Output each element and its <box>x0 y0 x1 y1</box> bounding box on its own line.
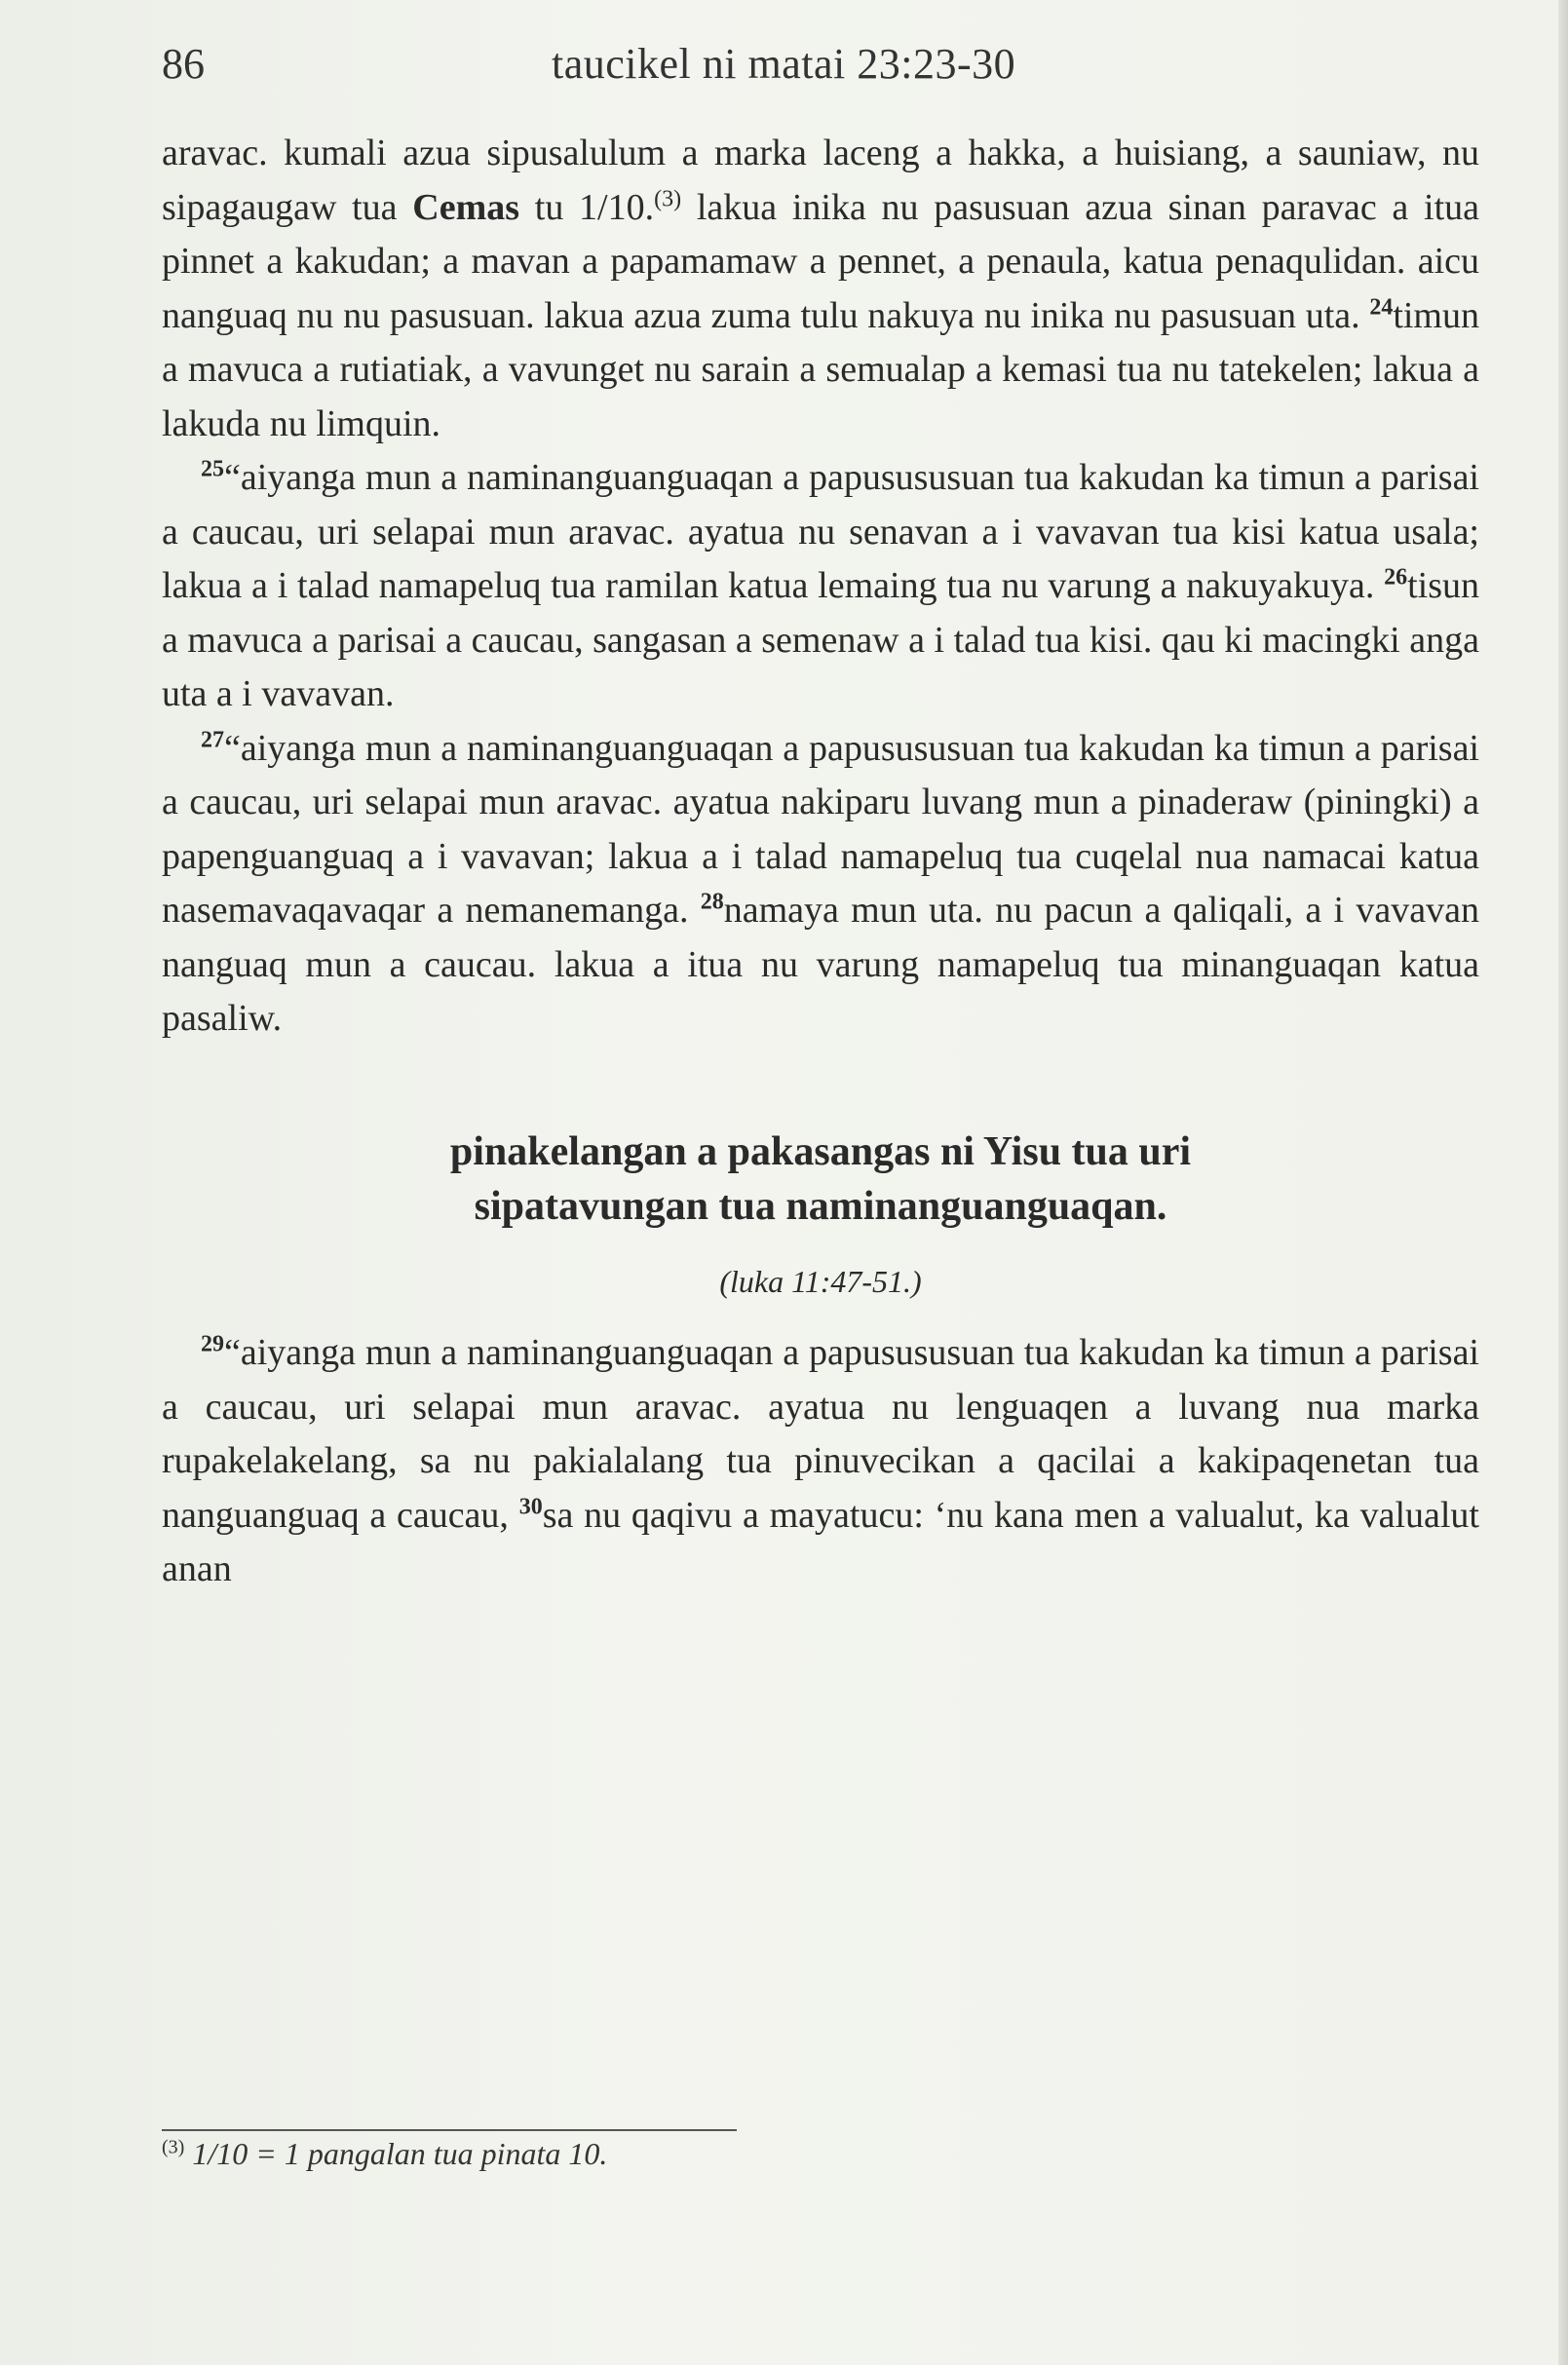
paragraphs-before-section <box>162 127 1479 1047</box>
verse-number: 26 <box>1384 564 1408 591</box>
verse-number: 28 <box>700 889 724 915</box>
text-run: lakua inika nu pasusuan azua sinan paravac a itua pinnet a kakudan; a mavan a papamamaw a pennet, a penaula, katua penaqulidan. aicu nanguaq nu nu pasusuan. lakua azua zuma tulu nakuya nu inika nu pasusuan uta. <box>162 186 1479 336</box>
text-run: “aiyanga mun a naminanguanguaqan a papusususuan tua kakudan ka timun a parisai a caucau, uri selapai mun aravac. ayatua nu senavan a i vavavan tua kisi katua usala; lakua a i talad namapeluq tua ramilan katua lemaing tua nu varung a nakuyakuya. <box>162 457 1479 606</box>
text-run: tisun a mavuca a parisai a caucau, sangasan a semenaw a i talad tua kisi. qau ki macingki anga uta a i vavavan. <box>162 565 1479 714</box>
footnote-text: 1/10 = 1 pangalan tua pinata 10. <box>192 2136 608 2171</box>
paragraph <box>162 127 1479 451</box>
section-title-line-2: sipatavungan tua naminanguanguaqan. <box>474 1183 1167 1229</box>
text-run: aravac. kumali azua sipusalulum a marka laceng a hakka, a huisiang, a sauniaw, nu sipagaugaw tua <box>162 133 1479 228</box>
running-title: taucikel ni matai 23:23-30 <box>552 40 1016 88</box>
verse-number: 25 <box>201 456 224 482</box>
bold-term: Cemas <box>412 186 520 228</box>
verse-number: 30 <box>518 1493 543 1519</box>
text-run: timun a mavuca a rutiatiak, a vavunget nu sarain a semualap a kemasi tua nu tatekelen; lakua a lakuda nu limquin. <box>162 294 1479 444</box>
page-header <box>162 39 1526 97</box>
paragraph <box>162 722 1479 1047</box>
text-run: “aiyanga mun a naminanguanguaqan a papusususuan tua kakudan ka timun a parisai a caucau, uri selapai mun aravac. ayatua nakiparu luvang mun a pinaderaw (piningki) a papenguanguaq a i vavavan; lakua a i talad namapeluq tua cuqelal nua namacai katua nasemavaqavaqar a nemanemanga. <box>162 727 1479 931</box>
footnote <box>162 2136 607 2172</box>
page-number: 86 <box>162 40 205 88</box>
text-run: “aiyanga mun a naminanguanguaqan a papusususuan tua kakudan ka timun a parisai a caucau, uri selapai mun aravac. ayatua nu lenguaqen a luvang nua marka rupakelakelang, sa nu pakialalang tua pinuvecikan a qacilai a kakipaqenetan tua nanguanguaq a caucau, <box>162 1332 1479 1536</box>
verse-number: 27 <box>201 726 224 752</box>
paragraph <box>162 1326 1479 1597</box>
text-run: sa nu qaqivu a mayatucu: ‘nu kana men a valualut, ka valualut anan <box>162 1494 1479 1589</box>
cross-reference: (luka 11:47-51.) <box>719 1263 922 1299</box>
section-heading <box>162 1125 1479 1234</box>
text-run: namaya mun uta. nu pacun a qaliqali, a i vavavan nanguaq mun a caucau. lakua a itua nu varung namapeluq tua minanguaqan katua pasaliw. <box>162 890 1479 1039</box>
footnote-divider <box>162 2129 737 2131</box>
verse-number: 24 <box>1369 293 1394 320</box>
footnote-reference: (3) <box>654 185 682 211</box>
paragraph <box>162 451 1479 722</box>
page-edge <box>1558 0 1568 2365</box>
text-run: tu 1/10. <box>519 186 655 228</box>
paragraphs-after-section <box>162 1326 1479 1597</box>
body-text <box>162 127 1479 1597</box>
verse-number: 29 <box>201 1331 224 1357</box>
footnote-mark: (3) <box>162 2136 185 2158</box>
section-title-line-1: pinakelangan a pakasangas ni Yisu tua uri <box>449 1128 1192 1174</box>
